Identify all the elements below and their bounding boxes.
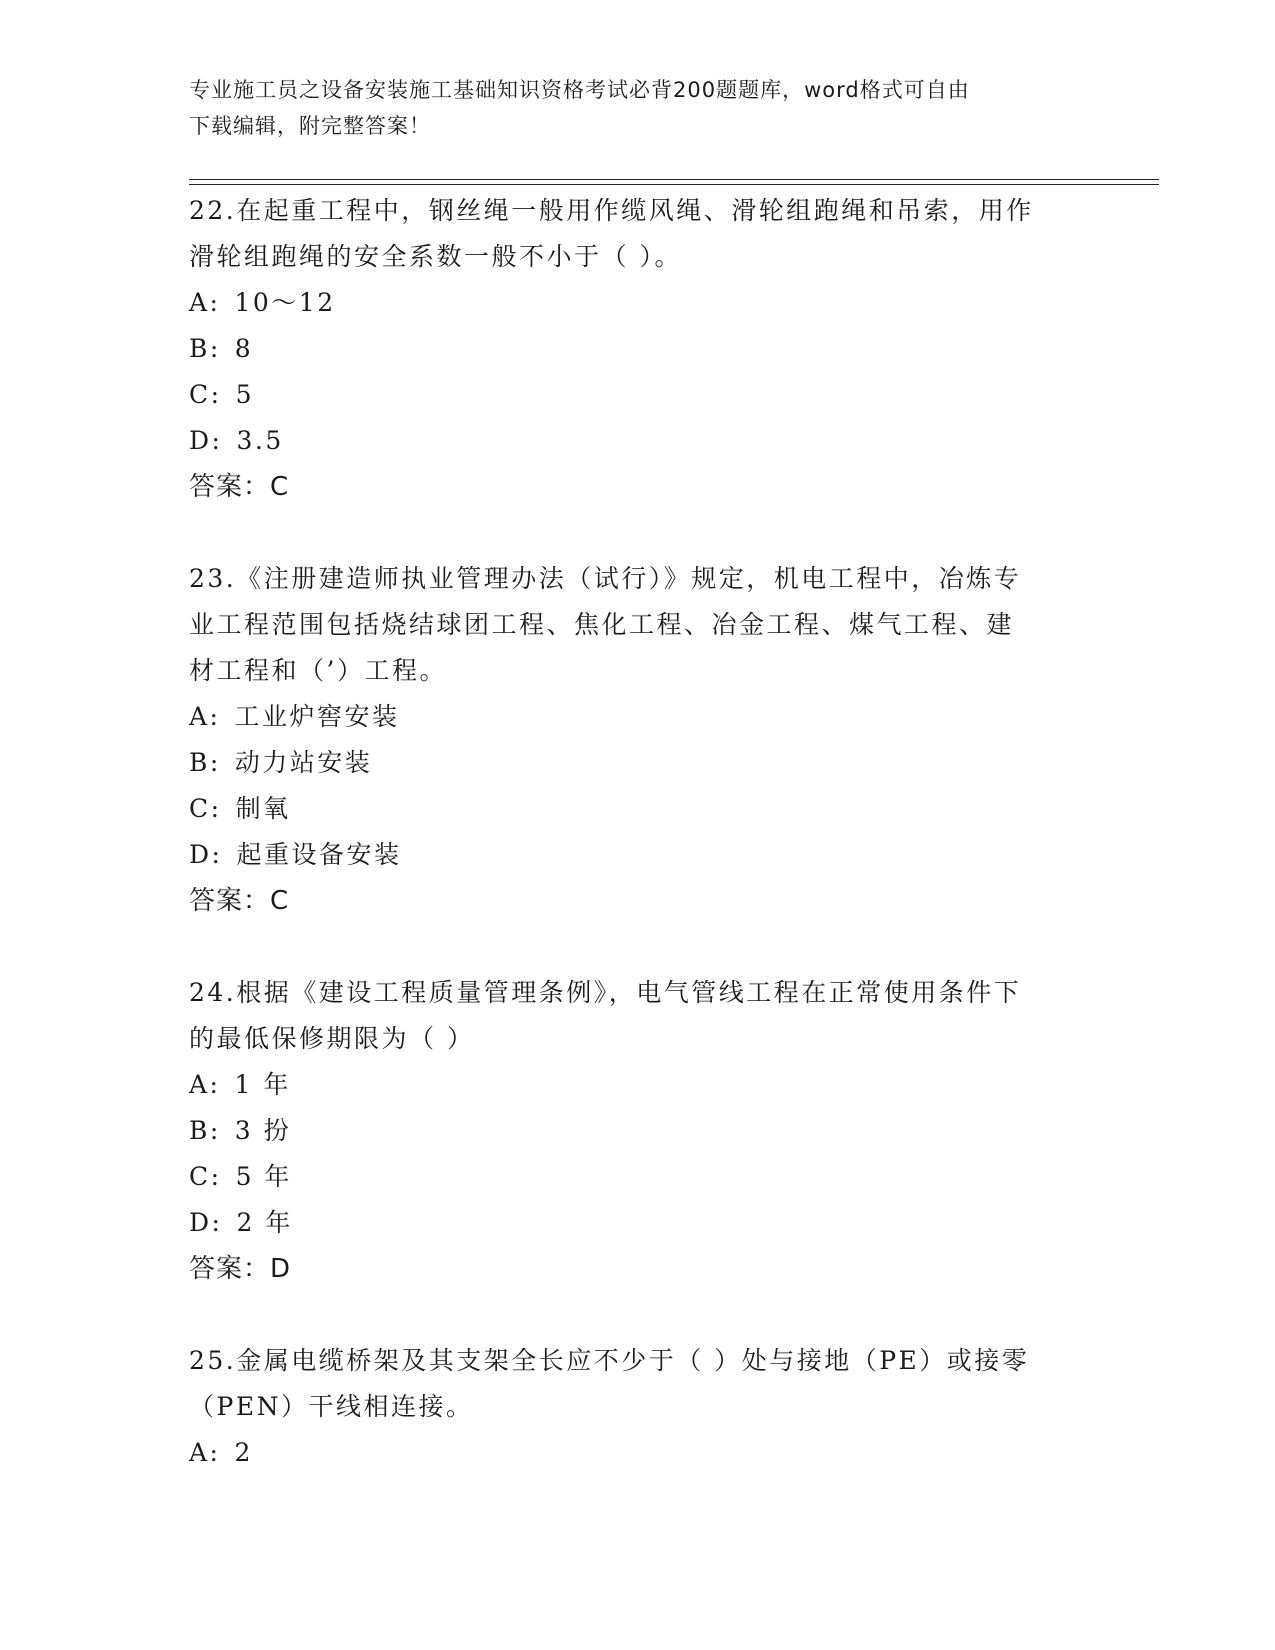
option-a	[189, 1062, 1089, 1108]
option-text: 制氧	[235, 794, 291, 823]
question-23	[189, 556, 1089, 924]
header-line-2: 下载编辑，附完整答案！	[189, 114, 431, 138]
option-b	[189, 326, 1089, 372]
option-a	[189, 280, 1089, 326]
option-text: 8	[234, 334, 254, 363]
option-text: 2 年	[236, 1208, 293, 1237]
question-stem-line: 滑轮组跑绳的安全系数一般不小于（ ）。	[189, 242, 682, 271]
question-24	[189, 970, 1089, 1292]
question-stem-line: 的最低保修期限为（ ）	[189, 1024, 475, 1053]
option-d	[189, 832, 1089, 878]
answer-label: 答案：D	[189, 1254, 292, 1284]
document-header	[189, 72, 1089, 144]
option-b	[189, 1108, 1089, 1154]
option-key: A:	[189, 702, 221, 731]
option-text: 3.5	[236, 426, 284, 455]
header-divider-top	[189, 179, 1159, 180]
option-key: A:	[189, 1070, 221, 1099]
question-stem-line: 25.金属电缆桥架及其支架全长应不少于（ ）处与接地（PE）或接零	[189, 1346, 1030, 1375]
option-key: B:	[189, 1116, 221, 1145]
option-key: A:	[189, 288, 221, 317]
question-stem-line: 材工程和（’）工程。	[189, 656, 447, 685]
option-key: C:	[189, 794, 222, 823]
answer-label: 答案：C	[189, 886, 290, 916]
option-a	[189, 1430, 1089, 1476]
option-key: C:	[189, 1162, 222, 1191]
option-text: 起重设备安装	[236, 840, 402, 869]
option-text: 5	[235, 380, 254, 409]
question-stem-line: 22.在起重工程中，钢丝绳一般用作缆风绳、滑轮组跑绳和吊索，用作	[189, 196, 1034, 225]
option-key: C:	[189, 380, 222, 409]
option-d	[189, 418, 1089, 464]
option-key: B:	[189, 334, 221, 363]
header-divider-bottom	[189, 184, 1159, 185]
option-text: 工业炉窖安装	[234, 702, 400, 731]
option-a	[189, 694, 1089, 740]
question-stem-line: 23.《注册建造师执业管理办法（试行）》规定，机电工程中，冶炼专	[189, 564, 1022, 593]
option-text: 1 年	[234, 1070, 291, 1099]
header-line-1: 专业施工员之设备安装施工基础知识资格考试必背200题题库，word格式可自由	[189, 78, 970, 102]
question-stem-line: 24.根据《建设工程质量管理条例》，电气管线工程在正常使用条件下	[189, 978, 1022, 1007]
option-text: 5 年	[235, 1162, 292, 1191]
option-key: A:	[189, 1438, 221, 1467]
option-text: 动力站安装	[234, 748, 373, 777]
answer-label: 答案：C	[189, 472, 290, 502]
question-22	[189, 188, 1089, 510]
question-stem-line: 业工程范围包括烧结球团工程、焦化工程、冶金工程、煤气工程、建	[189, 610, 1015, 639]
question-stem-line: （PEN）干线相连接。	[189, 1392, 474, 1421]
option-text: 3 扮	[234, 1116, 292, 1145]
option-text: 2	[234, 1438, 253, 1467]
option-b	[189, 740, 1089, 786]
option-key: D:	[189, 1208, 223, 1237]
question-25	[189, 1338, 1089, 1476]
option-d	[189, 1200, 1089, 1246]
question-list	[189, 188, 1089, 1522]
option-key: D:	[189, 426, 223, 455]
option-c	[189, 372, 1089, 418]
option-c	[189, 1154, 1089, 1200]
option-text: 10～12	[234, 288, 336, 317]
option-key: B:	[189, 748, 221, 777]
option-key: D:	[189, 840, 223, 869]
option-c	[189, 786, 1089, 832]
